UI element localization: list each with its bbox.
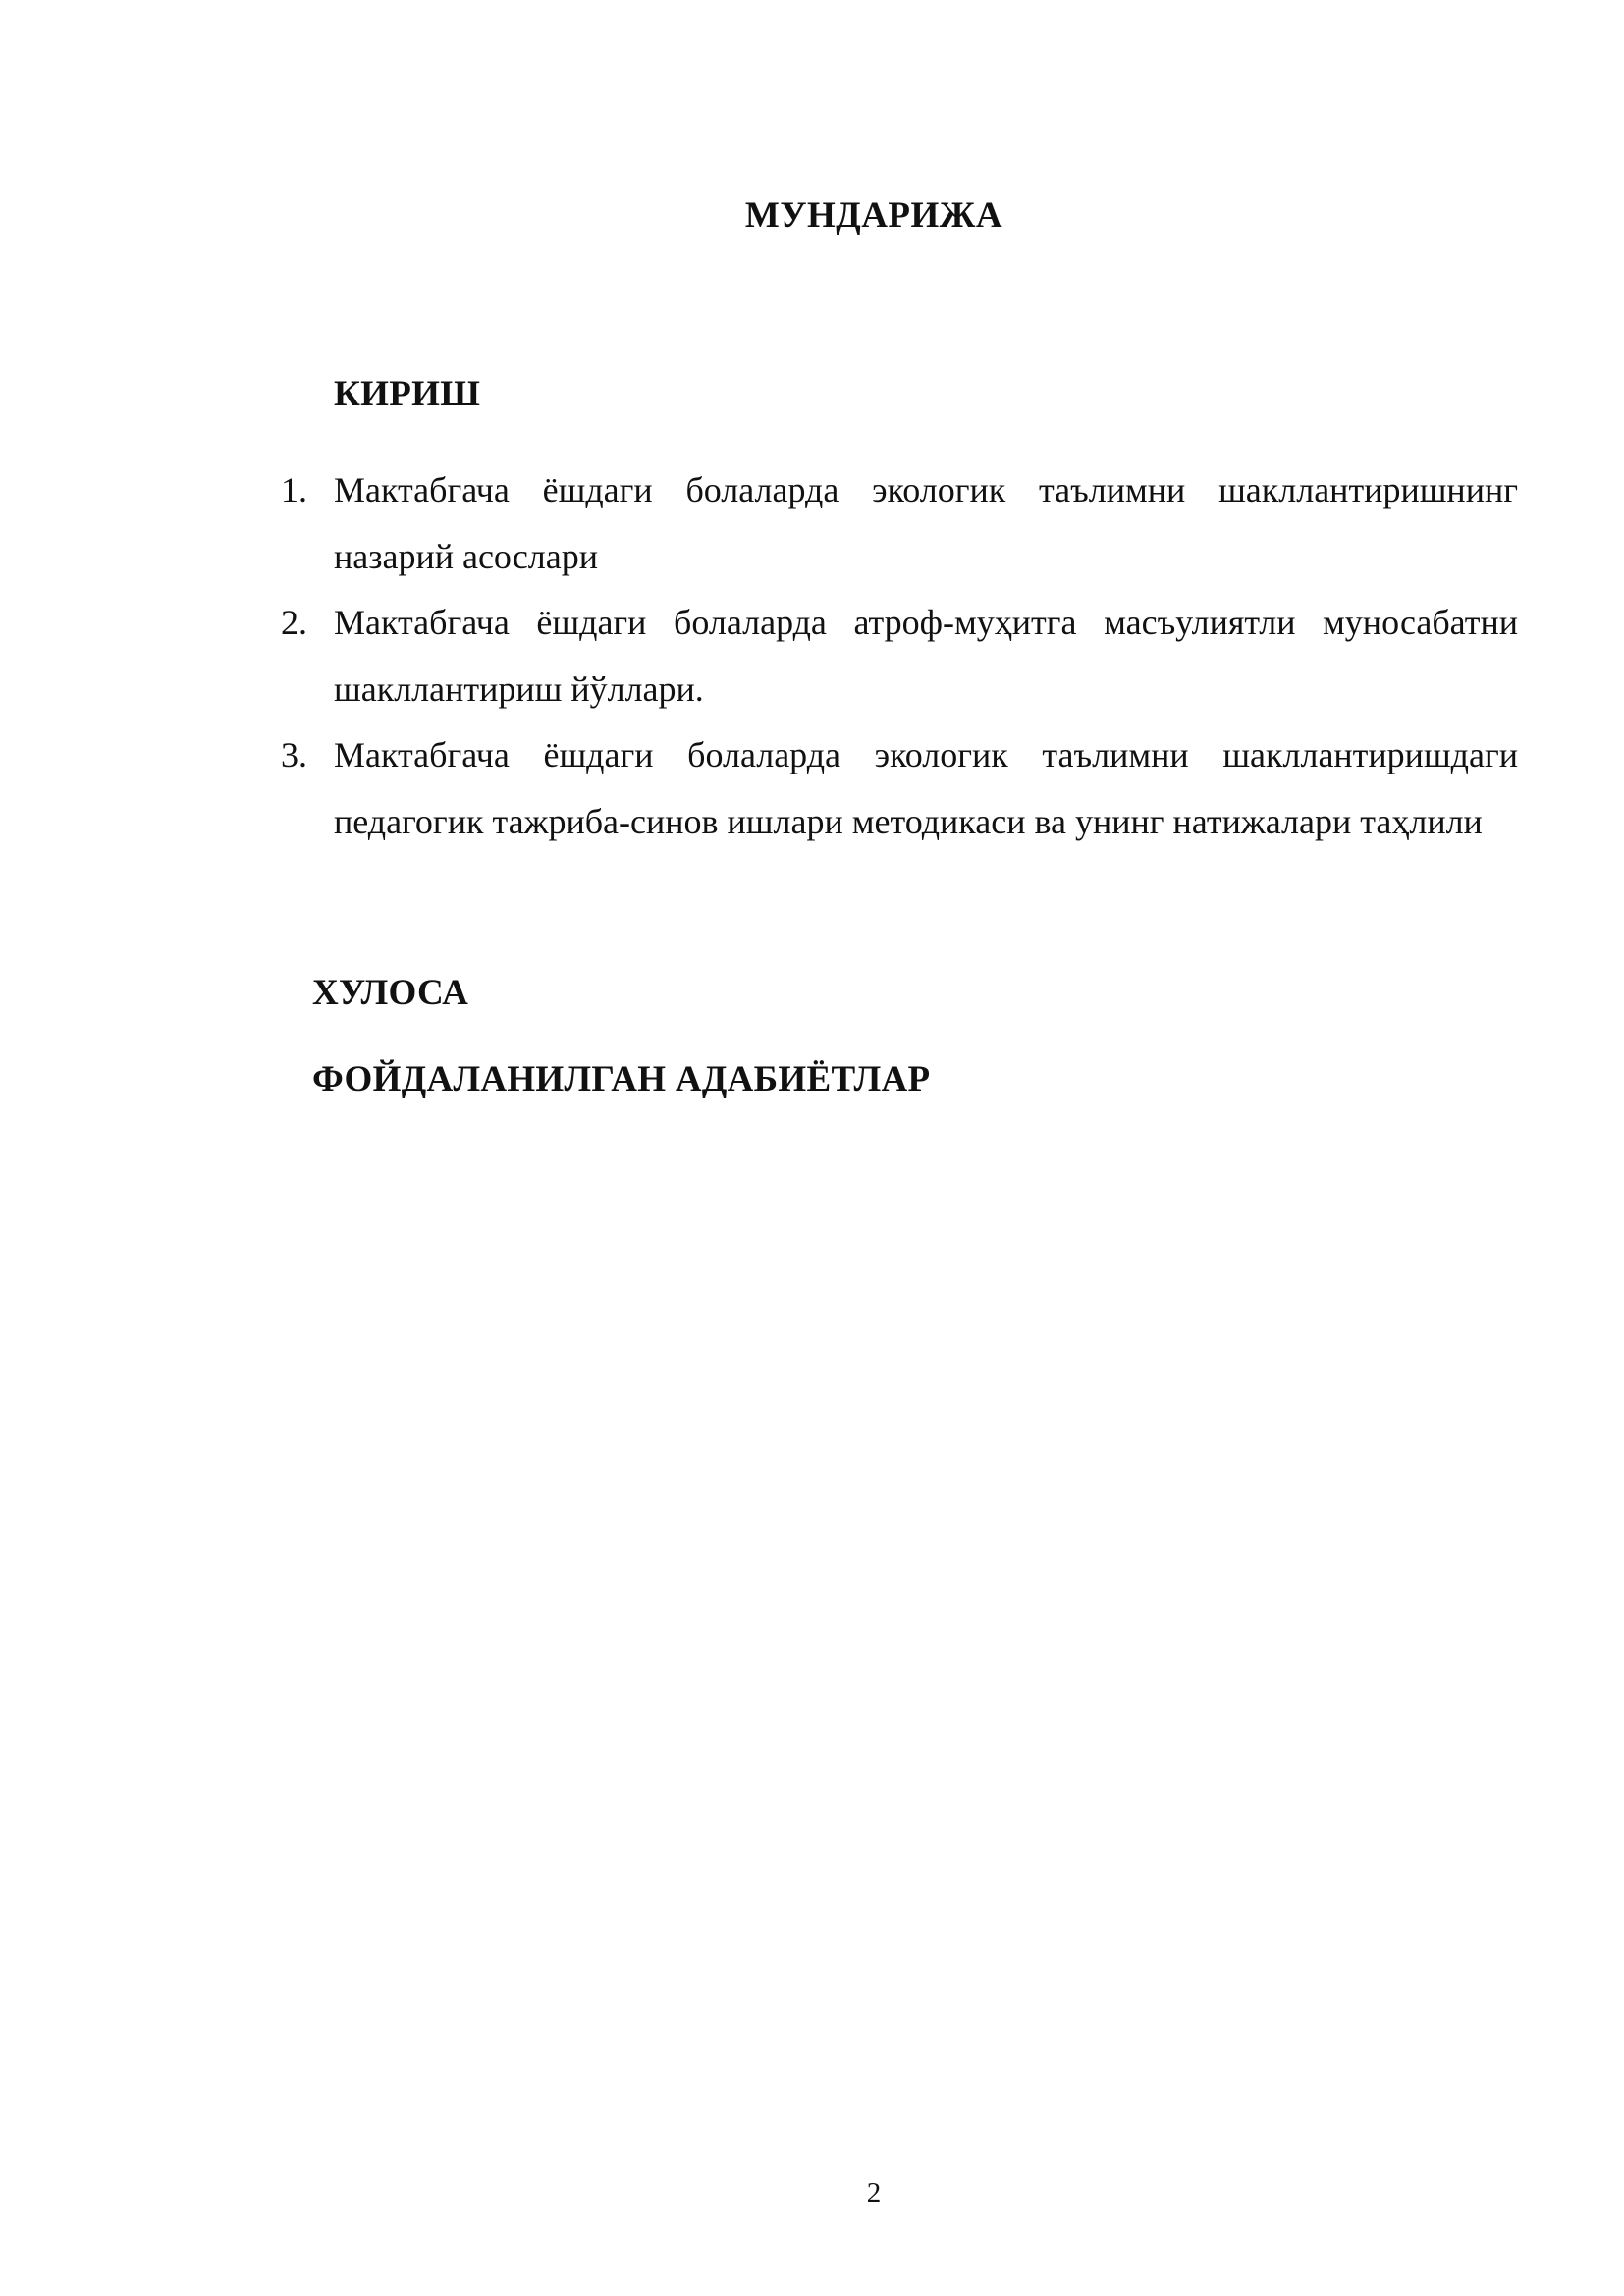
table-of-contents — [279, 457, 1518, 855]
toc-item-text: Мактабгача ёшдаги болаларда экологик таълимни шакллантиришдаги педагогик тажриба-синов ишлари методикаси ва унинг натижалари таҳлили — [334, 735, 1518, 841]
page-title: МУНДАРИЖА — [744, 195, 1003, 236]
toc-item-1 — [279, 457, 1518, 590]
toc-item-text: Мактабгача ёшдаги болаларда экологик таълимни шакллантиришнинг назарий асослари — [334, 470, 1518, 576]
conclusion-heading: ХУЛОСА — [312, 973, 469, 1013]
toc-item-3 — [279, 722, 1518, 855]
toc-item-2 — [279, 590, 1518, 722]
toc-item-number: 1. — [281, 470, 307, 509]
references-heading: ФОЙДАЛАНИЛГАН АДАБИЁТЛАР — [312, 1059, 931, 1099]
page-number: 2 — [866, 2177, 882, 2209]
toc-item-number: 2. — [281, 603, 307, 642]
toc-item-number: 3. — [281, 735, 307, 774]
toc-item-text: Мактабгача ёшдаги болаларда атроф-муҳитга масъулиятли муносабатни шакллантириш йўллари. — [334, 603, 1518, 709]
intro-heading: КИРИШ — [334, 374, 481, 414]
